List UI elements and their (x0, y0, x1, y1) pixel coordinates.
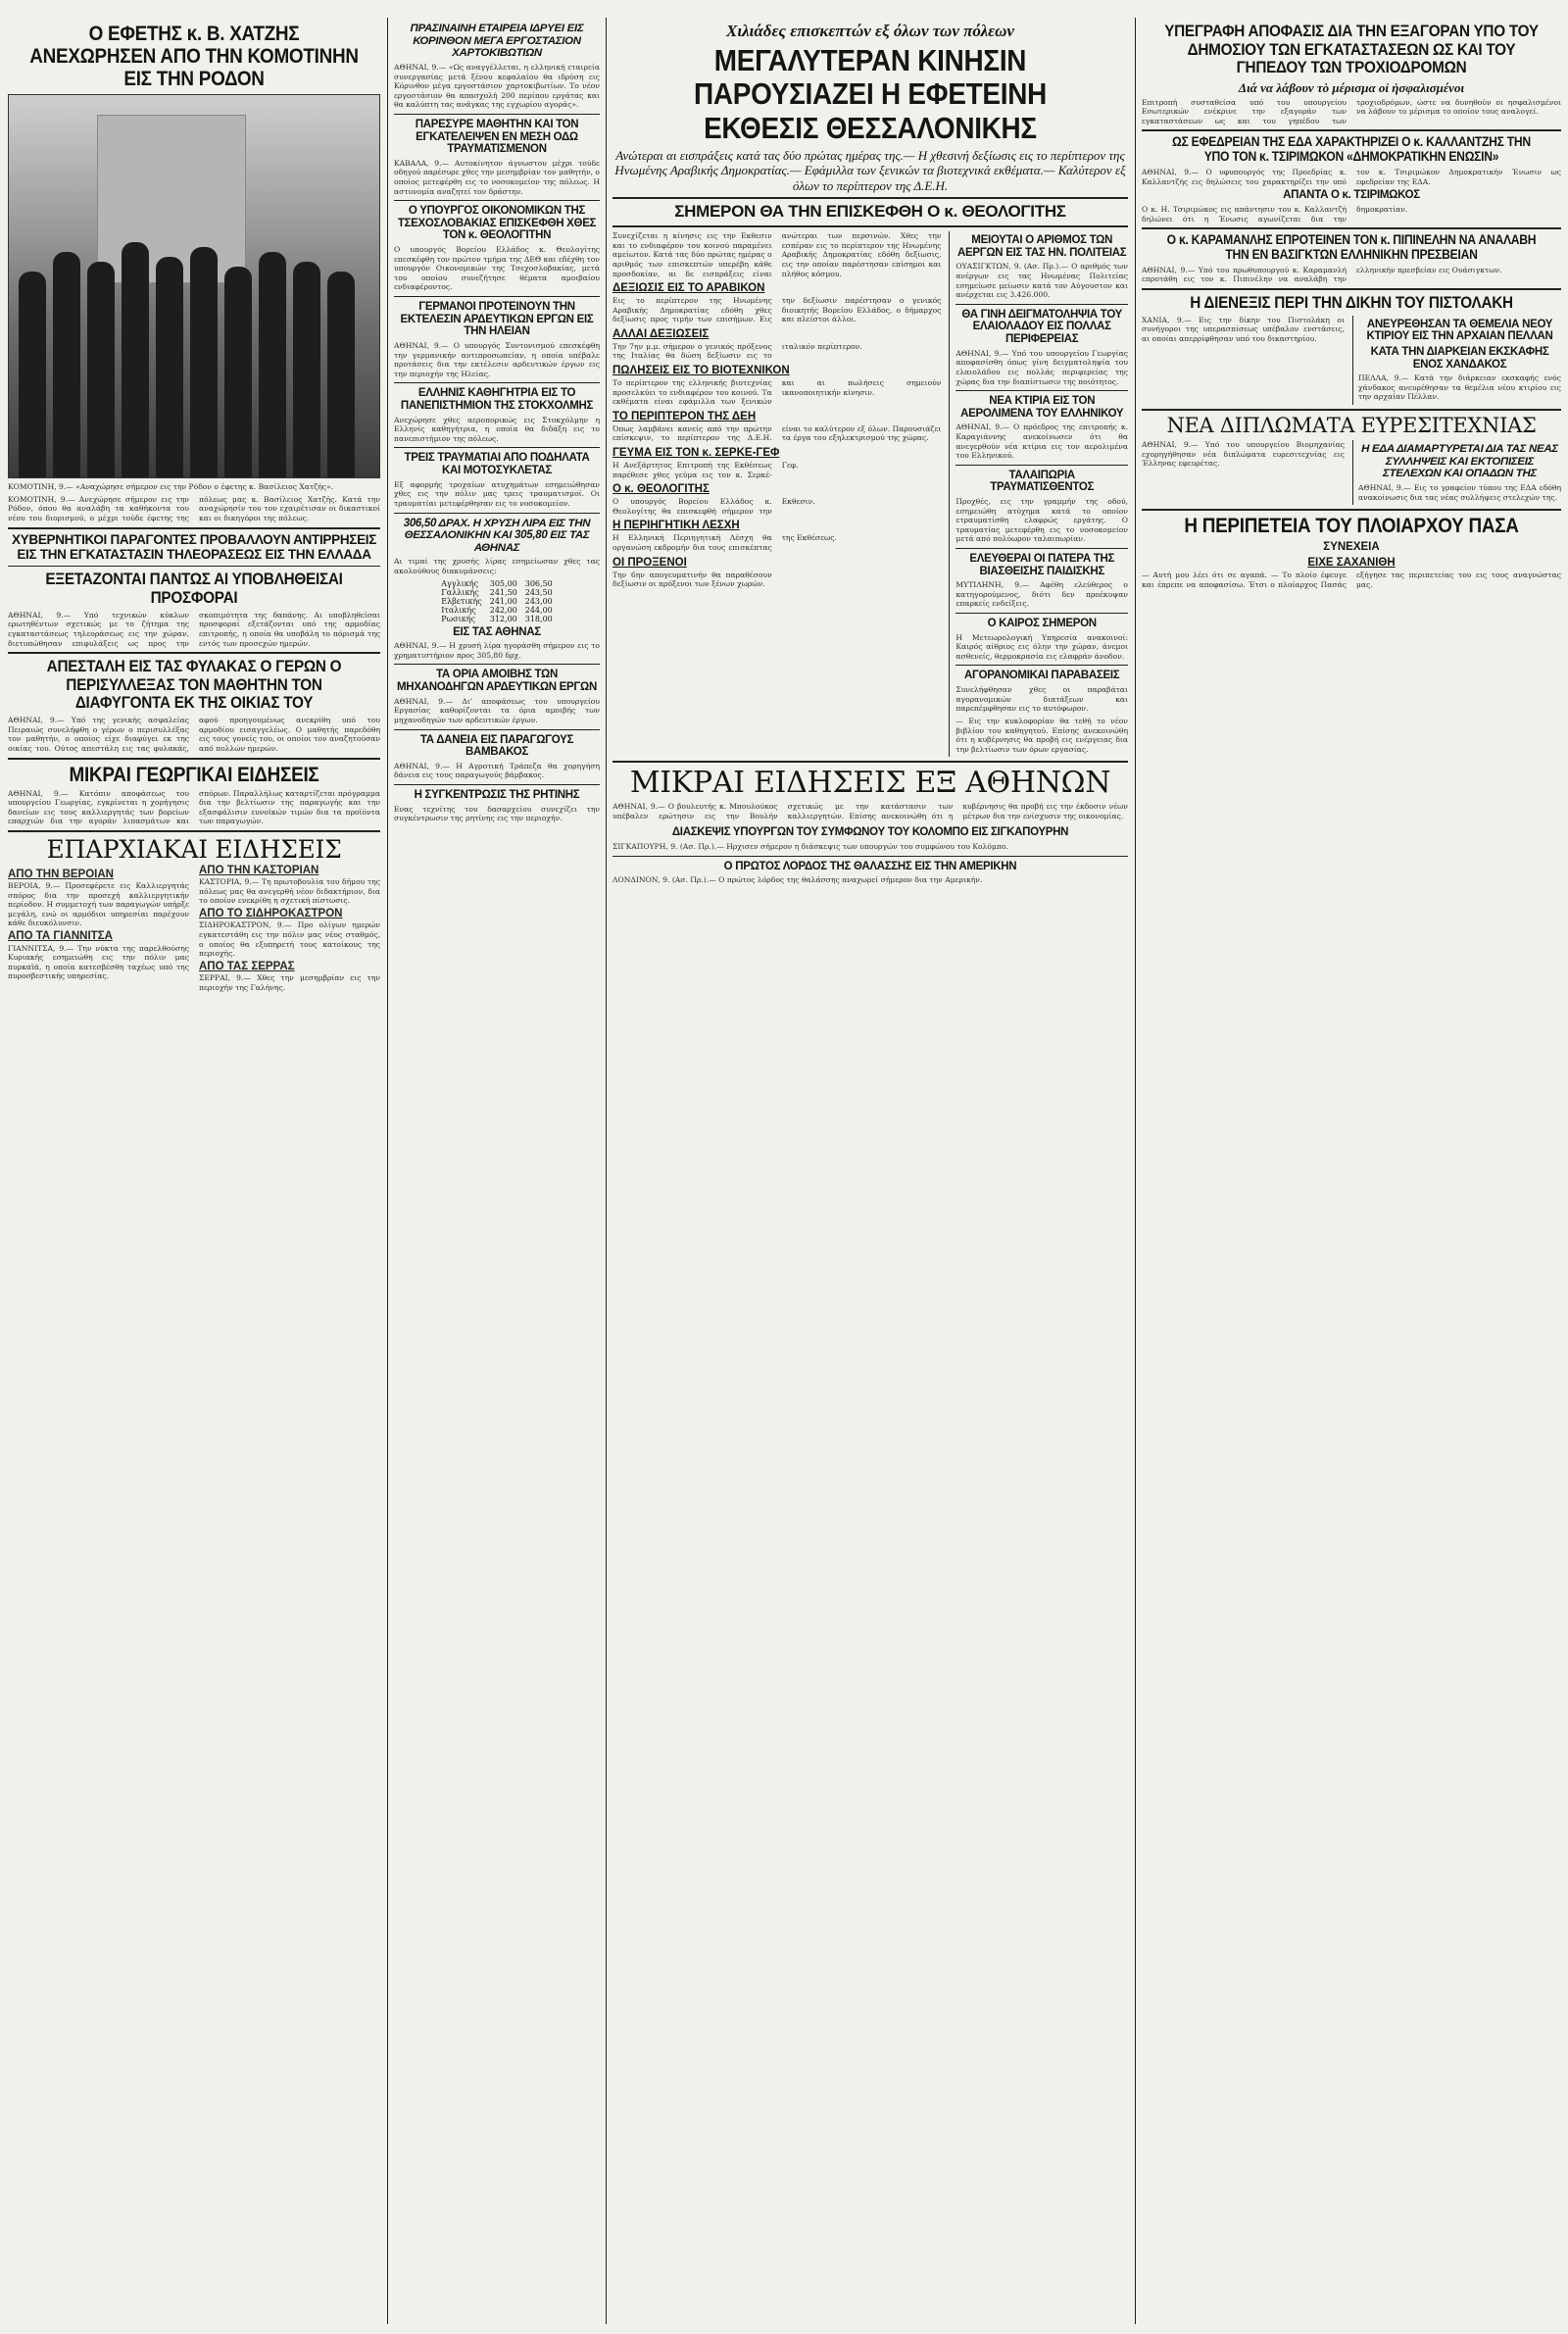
eda-box (1352, 440, 1561, 505)
article-athens-gold: ΑΘΗΝΑΙ, 9.— Η χρυσή λίρα ηγοράσθη σήμερον εις το χρηματιστήριον προς 305,80 δρχ. (394, 641, 600, 660)
article-agriculture: ΑΘΗΝΑΙ, 9.— Κατόπιν αποφάσεως του υπουργείου Γεωργίας, εγκρίνεται η χορήγησις δανείων εις τους καλλιεργητάς των βορείων επαρχιών δια την αγοράν λιπασμάτων και σπόρων. Παραλλήλως καταρτίζεται πρόγραμμα δια την βελτίωσιν της παραγωγής και την εξασφάλισιν ευνοϊκών τιμών δια τα προϊόντα των παραγωγών. (8, 788, 380, 826)
table-row: Ελβετικής 241,00 243,00 (441, 596, 553, 606)
headline-eda: Η ΕΔΑ ΔΙΑΜΑΡΤΥΡΕΤΑΙ ΔΙΑ ΤΑΣ ΝΕΑΣ ΣΥΛΛΗΨΕΙΣ ΚΑΙ ΕΚΤΟΠΙΣΕΙΣ ΣΤΕΛΕΧΩΝ ΚΑΙ ΟΠΑΔΩΝ ΤΗΣ (1361, 443, 1558, 480)
article-gold: Αι τιμαί της χρυσής λίρας εσημείωσαν χθες τας ακολούθους διακυμάνσεις: (394, 557, 600, 576)
headline-cotton-loans: ΤΑ ΔΑΝΕΙΑ ΕΙΣ ΠΑΡΑΓΩΓΟΥΣ ΒΑΜΒΑΚΟΣ (419, 733, 574, 759)
headline-airport: ΝΕΑ ΚΤΙΡΙΑ ΕΙΣ ΤΟΝ ΑΕΡΟΛΙΜΕΝΑ ΤΟΥ ΕΛΛΗΝΙΚΟΥ (960, 395, 1124, 420)
headline-olive-oil: ΘΑ ΓΙΝΗ ΔΕΙΓΜΑΤΟΛΗΨΙΑ ΤΟΥ ΕΛΑΙΟΛΑΔΟΥ ΕΙΣ ΠΟΛΛΑΣ ΠΕΡΙΦΕΡΕΙΑΣ (961, 308, 1123, 346)
athens-news-left (612, 823, 1128, 887)
article-pella: ΠΕΛΛΑ, 9.— Κατά την διάρκειαν εκσκαφής ενός χάνδακος ανευρέθησαν τα θεμέλια νέου κτιρίου εις την αρχαίαν Πέλλαν. (1358, 373, 1561, 402)
headline-hatzis: Ο ΕΦΕΤΗΣ κ. Β. ΧΑΤΖΗΣ ΑΝΕΧΩΡΗΣΕΝ ΑΠΟ ΤΗΝ ΚΟΜΟΤΙΝΗΝ ΕΙΣ ΤΗΝ ΡΟΔΟΝ (29, 23, 359, 91)
news-photo (8, 94, 380, 478)
section-dei: ΤΟ ΠΕΡΙΠΤΕΡΟΝ ΤΗΣ ΔΕΗ (612, 410, 757, 422)
article-tsirimokos: Ο κ. Η. Τσιριμώκος εις απάντησιν του κ. Καλλαντζή δηλώνει ότι η Ένωσις αγωνίζεται δια την δημοκρατίαν. (1142, 204, 1408, 223)
section-text: ΓΙΑΝΝΙΤΣΑ, 9.— Την νύκτα της παρελθούσης Κυριακής εσημειώθη εις την πόλιν μας πυρκαϊά, η οποία κατεσβέσθη ταχέως υπό της πυροσβεστικής υπηρεσίας. (8, 943, 189, 981)
gold-price-table (437, 579, 557, 623)
article-patents-wrap (1142, 440, 1345, 505)
column-5 (1142, 20, 1561, 2324)
headline-tsirimokos: ΑΠΑΝΤΑ Ο κ. ΤΣΙΡΙΜΩΚΟΣ (1283, 189, 1420, 202)
headline-gold: 306,50 ΔΡΑΧ. Η ΧΡΥΣΗ ΛΙΡΑ ΕΙΣ ΤΗΝ ΘΕΣΣΑΛΟΝΙΚΗΝ ΚΑΙ 305,80 ΕΙΣ ΤΑΣ ΑΘΗΝΑΣ (403, 517, 591, 554)
section-theologitis: Ο κ. ΘΕΟΛΟΓΙΤΗΣ (612, 483, 710, 496)
photo-caption: ΚΟΜΟΤΙΝΗ, 9.— «Αναχώρησε σήμερον εις την Ρόδον ο έφετης κ. Βασίλειος Χατζής». (8, 482, 334, 492)
article-misc: — Εις την κυκλοφορίαν θα τεθή το νέον βιβλίον του καθηγητού. Επίσης ανεκοινώθη ότι η κυβέρνησις θα προβή εις ενέργειας δια την βελτίωσιν των όρων εργασίας. (956, 716, 1128, 754)
main-story-area (612, 231, 1128, 757)
article-prisons: ΑΘΗΝΑΙ, 9.— Υπό της γενικής ασφαλείας Πειραιώς συνελήφθη ο γέρων ο περισυλλέξας τον μαθητήν, ο οποίος είχε διαφύγει εκ της οικίας του. Ούτος απεστάλη εις τας φυλακάς, αφού προηγουμένως ανεκρίθη υπό του αρμοδίου εισαγγελέως. Ο μαθητής παρεδόθη εις τους γονείς του, οι οποίοι τον αναζητούσαν από πολλών ημερών. (8, 716, 380, 753)
article-colombo: ΣΙΓΚΑΠΟΥΡΗ, 9. (Ασ. Πρ.).— Ηρχισεν σήμερον η διάσκεψις των υπουργών του συμφώνου του Κολόμπο. (612, 842, 1008, 852)
section-title: ΑΠΟ ΤΑΣ ΣΕΡΡΑΣ (199, 960, 295, 972)
patents-area (1142, 440, 1561, 505)
article-weather: Η Μετεωρολογική Υπηρεσία ανακοινοί: Καιρός αίθριος εις όλην την χώραν, άνεμοι ασθενείς, θερμοκρασία εις ελαφράν άνοδον. (956, 632, 1128, 661)
main-story-columns (612, 231, 941, 757)
headline-karamanlis: Ο κ. ΚΑΡΑΜΑΝΛΗΣ ΕΠΡΟΤΕΙΝΕΝ ΤΟΝ κ. ΠΙΠΙΝΕΛΗΝ ΝΑ ΑΝΑΛΑΒΗ ΤΗΝ ΕΝ ΒΑΣΙΓΚΤΩΝ ΕΛΛΗΝΙΚΗΝ ΠΡΕΣΒΕΙΑΝ (1166, 232, 1537, 262)
subhead-captain: ΣΥΝΕΧΕΙΑ (1323, 541, 1380, 554)
subhead-tramways: Διά να λάβουν τὸ μέρισμα οἱ ἠσφαλισμένοι (1238, 80, 1465, 96)
article-wages: ΑΘΗΝΑΙ, 9.— Δι' αποφάσεως του υπουργείου Εργασίας καθορίζονται τα όρια αμοιβής των μηχανοδηγών των αρδευτικών έργων. (394, 696, 600, 724)
column-rule (387, 18, 388, 2324)
article-cotton-loans: ΑΘΗΝΑΙ, 9.— Η Αγροτική Τράπεζα θα χορηγήση δάνεια εις τους παραγωγούς βάμβακος. (394, 761, 600, 780)
headline-czech-minister: Ο ΥΠΟΥΡΓΟΣ ΟΙΚΟΝΟΜΙΚΩΝ ΤΗΣ ΤΣΕΧΟΣΛΟΒΑΚΙΑΣ ΕΠΙΣΚΕΦΘΗ ΧΘΕΣ ΤΟΝ κ. ΘΕΟΛΟΓΙΤΗΝ (397, 205, 597, 242)
article-germans: ΑΘΗΝΑΙ, 9.— Ο υπουργός Συντονισμού επεσκέφθη την γερμανικήν αντιπροσωπείαν, η οποία υπέβαλε προτάσεις δια την εκτέλεσιν αρδευτικών έργων εις την περιοχήν της Ηλείας. (394, 341, 600, 378)
article-club: Η Ελληνική Περιηγητική Λέσχη θα οργανώση εκδρομήν δια τους επισκέπτας της Εκθέσεως. (612, 533, 837, 553)
table-row: Ιταλικής 242,00 244,00 (441, 605, 553, 615)
pella-box (1352, 316, 1561, 405)
section-consuls: ΟΙ ΠΡΟΞΕΝΟΙ (612, 556, 687, 569)
athens-news-bottom (612, 823, 1128, 887)
section-club: Η ΠΕΡΙΗΓΗΤΙΚΗ ΛΕΣΧΗ (612, 520, 740, 532)
section-receptions: ΑΛΛΑΙ ΔΕΞΙΩΣΕΙΣ (612, 327, 710, 340)
section-lunch: ΓΕΥΜΑ ΕΙΣ ΤΟΝ κ. ΣΕΡΚΕ-ΓΕΦ (612, 447, 780, 460)
article-sea-lord: ΛΟΝΔΙΝΟΝ, 9. (Ασ. Πρ.).— Ο πρώτος λόρδος της θαλάσσης αναχωρεί σήμερον δια την Αμερικήν. (612, 875, 983, 885)
article-athens-news: ΑΘΗΝΑΙ, 9.— Ο βουλευτής κ. Μπουλούκος υπέβαλεν ερώτησιν εις την Βουλήν σχετικώς με την κατάστασιν των καλλιεργητών. Επίσης ανεκοινώθη ότι η κυβέρνησις θα προβή εις την έκδοσιν νέων μέτρων δια την ενίσχυσιν της οικονομίας. (612, 802, 1128, 820)
headline-kallantzis: ΩΣ ΕΦΕΔΡΕΙΑΝ ΤΗΣ ΕΔΑ ΧΑΡΑΚΤΗΡΙΖΕΙ Ο κ. ΚΑΛΛΑΝΤΖΗΣ ΤΗΝ ΥΠΟ ΤΟΝ κ. ΤΣΙΡΙΜΩΚΟΝ «ΔΗΜΟΚΡΑΤΙΚΗΝ ΕΝΩΣΙΝ» (1172, 134, 1531, 165)
article-released: ΜΥΤΙΛΗΝΗ, 9.— Αφέθη ελεύθερος ο κατηγορούμενος, διότι δεν προέκυψαν επαρκείς ενδείξεις. (956, 580, 1128, 609)
section-text: ΚΑΣΤΟΡΙΑ, 9.— Τη πρωτοβουλία του δήμου της πόλεως μας θα ανεγερθή νέον διδακτήριον, δια το οποίον ενεκρίθη η σχετική πίστωσις. (199, 877, 380, 906)
column-rule (606, 18, 607, 2324)
section-title: ΑΠΟ ΤΗΝ ΚΑΣΤΟΡΙΑΝ (199, 864, 319, 876)
headline-unemployed: ΜΕΙΟΥΤΑΙ Ο ΑΡΙΘΜΟΣ ΤΩΝ ΑΕΡΓΩΝ ΕΙΣ ΤΑΣ ΗΝ. ΠΟΛΙΤΕΙΑΣ (957, 234, 1127, 259)
article-captain: — Αυτή μου λέει ότι σε αγαπά. — Το πλοίο έφευγε και έπρεπε να αποφασίσω. Έτσι ο πλοίαρχος Πασάς εξήγησε τας περιπετείας του εις τους αναγνώστας μας. (1142, 571, 1561, 589)
headline-weather: Ο ΚΑΙΡΟΣ ΣΗΜΕΡΟΝ (987, 618, 1097, 630)
article-television: ΑΘΗΝΑΙ, 9.— Υπό τεχνικών κύκλων ερωτηθέντων σχετικώς με το ζήτημα της εγκαταστάσεως τηλεοράσεως εις την χώραν, διετυπώθησαν επιφυλάξεις ως προς την σκοπιμότητα της δαπάνης. Αι υποβληθείσαι προσφοραί εξετάζονται υπό της αρμοδίας επιτροπής, η οποία θα υποβάλη το πόρισμά της εντός των προσεχών ημερών. (8, 610, 380, 648)
article-market-violations: Συνελήφθησαν χθες οι παραβάται αγορανομικών διατάξεων και παρεπέμφθησαν εις το αυτόφωρον. (956, 685, 1128, 714)
article-student: ΚΑΒΑΛΑ, 9.— Αυτοκίνητον άγνωστου μέχρι τούδε οδηγού παρέσυρε χθες την μεσημβρίαν τον μαθητήν, ο οποίος μετεφέρθη εις το νοσοκομείον της πόλεως. Η αστυνομία αναζητεί τον δράστην. (394, 158, 600, 196)
main-kicker: Χιλιάδες επισκεπτών εξ όλων των πόλεων (726, 22, 1014, 40)
section-captain: ΕΙΧΕ ΣΑΧΑΝΙΘΗ (1307, 557, 1396, 570)
headline-athens-gold: ΕΙΣ ΤΑΣ ΑΘΗΝΑΣ (453, 625, 541, 638)
headline-pella: ΑΝΕΥΡΕΘΗΣΑΝ ΤΑ ΘΕΜΕΛΙΑ ΝΕΟΥ ΚΤΙΡΙΟΥ ΕΙΣ ΤΗΝ ΑΡΧΑΙΑΝ ΠΕΛΛΑΝ (1366, 318, 1553, 343)
article-resin: Ενας τεχνίτης του δασαρχείου συνεχίζει την συγκέντρωσιν της ρητίνης εις την περιοχήν. (394, 804, 600, 823)
headline-resin: Η ΣΥΓΚΕΝΤΡΩΣΙΣ ΤΗΣ ΡΗΤΙΝΗΣ (414, 788, 580, 801)
table-row: Γαλλικής 241,50 243,50 (441, 587, 553, 597)
column-rule (1135, 18, 1136, 2324)
article-theologitis: Ο υπουργός Βορείου Ελλάδος κ. Θεολογίτης θα επισκεφθή σήμερον την Εκθεσιν. (612, 497, 815, 516)
headline-wages: ΤΑ ΟΡΙΑ ΑΜΟΙΒΗΣ ΤΩΝ ΜΗΧΑΝΟΔΗΓΩΝ ΑΡΔΕΥΤΙΚΩΝ ΕΡΓΩΝ (397, 669, 597, 694)
main-banner: ΣΗΜΕΡΟΝ ΘΑ ΤΗΝ ΕΠΙΣΚΕΦΘΗ Ο κ. ΘΕΟΛΟΓΙΤΗΣ (674, 202, 1066, 222)
article-airport: ΑΘΗΝΑΙ, 9.— Ο πρόεδρος της επιτροπής κ. Καραγιάννης ανεκοίνωσεν ότι θα ανεγερθούν νέα κτίρια εις τον αερολιμένα του Ελληνικού. (956, 422, 1128, 461)
headline-germans: ΓΕΡΜΑΝΟΙ ΠΡΟΤΕΙΝΟΥΝ ΤΗΝ ΕΚΤΕΛΕΣΙΝ ΑΡΔΕΥΤΙΚΩΝ ΕΡΓΩΝ ΕΙΣ ΤΗΝ ΗΛΕΙΑΝ (400, 301, 594, 338)
section-text: ΒΕΡΟΙΑ, 9.— Προσεφέρετε εις Καλλιεργητάς σπόρος δια την προσεχή καλλιεργητικήν περίοδον. Η συμμετοχή των παραγωγών υπήρξε μεγάλη, ενώ οι αρμόδιοι υπηρεσίαι παρέχουν κάθε διευκόλυνσιν. (8, 881, 189, 928)
article-factory: ΑΘΗΝΑΙ, 9.— «Ως αναγγέλλεται, η ελληνική εταιρεία συνεργασίας μετά ξένου κεφαλαίου θα ιδρύση εις Κόρινθον μέγα εργοστάσιον χαρτοκιβωτίων. Το νέον εργοστάσιον θα απασχολή 200 περίπου εργάτας και θα καλύπτη τας ανάγκας της εγχωρίου αγοράς». (394, 62, 600, 110)
article-tramways: Επιτροπή συσταθείσα υπό του υπουργείου Εσωτερικών ενέκρινε την εξαγοράν των εγκαταστάσεων ως και του γηπέδου των τροχιοδρόμων, ώστε να δυνηθούν οι ησφαλισμένοι να λάβουν το μέρισμα το οποίον τους αναλογεί. (1142, 97, 1561, 125)
headline-captain: Η ΠΕΡΙΠΕΤΕΙΑ ΤΟΥ ΠΛΟΙΑΡΧΟΥ ΠΑΣΑ (1184, 515, 1519, 538)
headline-provincial: ΕΠΑΡΧΙΑΚΑΙ ΕΙΔΗΣΕΙΣ (46, 835, 342, 864)
headline-student: ΠΑΡΕΣΥΡΕ ΜΑΘΗΤΗΝ ΚΑΙ ΤΟΝ ΕΓΚΑΤΕΛΕΙΨΕΝ ΕΝ ΜΕΣΗ ΟΔΩ ΤΡΑΥΜΑΤΙΣΜΕΝΟΝ (415, 118, 579, 156)
headline-professor: ΕΛΛΗΝΙΣ ΚΑΘΗΓΗΤΡΙΑ ΕΙΣ ΤΟ ΠΑΝΕΠΙΣΤΗΜΙΟΝ ΤΗΣ ΣΤΟΚΧΟΛΜΗΣ (400, 387, 594, 413)
table-row: Ρωσικής 312,00 318,00 (441, 614, 553, 623)
main-subhead: Ανώτεραι αι εισπράξεις κατά τας δύο πρώτας ημέρας της.— Η χθεσινή δεξίωσις εις το περίπτερον της Ηνωμένης Αραβικής Δημοκρατίας.— Εφάμιλλα των ξενικών τα βιοτεχνικά εκθέματα.— Καλύτερον εξ όλων το περίπτερον της Δ.Ε.Η. (614, 147, 1126, 193)
article-eda: ΑΘΗΝΑΙ, 9.— Εις το γραφείον τύπου της ΕΔΑ εδόθη ανακοίνωσις δια τας νέας συλλήψεις στελεχών της. (1358, 483, 1561, 502)
section-title: ΑΠΟ ΤΑ ΓΙΑΝΝΙΤΣΑ (8, 930, 113, 943)
article-pistolakis-wrap (1142, 316, 1345, 405)
column-4 (949, 231, 1128, 757)
article-olive-oil: ΑΘΗΝΑΙ, 9.— Υπό του υπουργείου Γεωργίας αποφασίσθη όπως γίνη δειγματοληψία του ελαιολάδου εις πολλάς περιφερείας της χώρας δια την διαπίστωσιν της ποιότητος. (956, 348, 1128, 386)
table-row: Αγγλικής 305,00 306,50 (441, 578, 553, 588)
headline-market-violations: ΑΓΟΡΑΝΟΜΙΚΑΙ ΠΑΡΑΒΑΣΕΙΣ (963, 670, 1120, 682)
article-czech-minister: Ο υπουργός Βορείου Ελλάδος κ. Θεολογίτης επεσκέφθη τον πρώτον τμήμα της ΔΕΘ και εδέχθη τον υπουργόν Οικονομικών της Τσεχοσλοβακίας, μετά του οποίου συνεζήτησε θέματα αμοιβαίου ενδιαφέροντος. (394, 245, 600, 292)
article-dei: Όπως λαμβάνει κανείς από την πρώτην επίσκεψιν, το περίπτερον της Δ.Ε.Η. είναι το καλύτερον εξ όλων. Παρουσιάζει τα έργα του εξηλεκτρισμού της χώρας. (612, 423, 942, 443)
section-title: ΑΠΟ ΤΗΝ ΒΕΡΟΙΑΝ (8, 868, 114, 880)
headline-injured: ΤΡΕΙΣ ΤΡΑΥΜΑΤΙΑΙ ΑΠΟ ΠΟΔΗΛΑΤΑ ΚΑΙ ΜΟΤΟΣΥΚΛΕΤΑΣ (404, 452, 590, 477)
headline-pistolakis: Η ΔΙΕΝΕΞΙΣ ΠΕΡΙ ΤΗΝ ΔΙΚΗΝ ΤΟΥ ΠΙΣΤΟΛΑΚΗ (1190, 293, 1513, 313)
headline-athens-news: ΜΙΚΡΑΙ ΕΙΔΗΣΕΙΣ ΕΞ ΑΘΗΝΩΝ (629, 766, 1111, 801)
headline-factory: ΠΡΑΣΙΝΑΙΝΗ ΕΤΑΙΡΕΙΑ ΙΔΡΥΕΙ ΕΙΣ ΚΟΡΙΝΘΟΝ ΜΕΓΑ ΕΡΓΟΣΤΑΣΙΟΝ ΧΑΡΤΟΚΙΒΩΤΙΩΝ (410, 23, 584, 60)
article-ordeal: Προχθές, εις την γραμμήν της οδού, εσημειώθη ατύχημα κατά το οποίον ετραυματίσθη ελαφρώς εργάτης. Ο τραυματίας μετεφέρθη εις το νοσοκομείον μετά από πολύωρον ταλαιπωρίαν. (956, 497, 1128, 544)
article-consuls: Την 6ην απογευματινήν θα παραθέσουν δεξίωσιν οι πρόξενοι των ξένων χωρών. (612, 570, 772, 589)
article-patents: ΑΘΗΝΑΙ, 9.— Υπό του υπουργείου Βιομηχανίας εχορηγήθησαν νέα διπλώματα ευρεσιτεχνίας εις Έλληνας εφευρέτας. (1142, 440, 1345, 469)
column-3 (612, 20, 1128, 2324)
headline-colombo: ΔΙΑΣΚΕΨΙΣ ΥΠΟΥΡΓΩΝ ΤΟΥ ΣΥΜΦΩΝΟΥ ΤΟΥ ΚΟΛΟΜΠΟ ΕΙΣ ΣΙΓΚΑΠΟΥΡΗΝ (671, 826, 1069, 839)
article-unemployed: ΟΥΑΣΙΓΚΤΩΝ, 9. (Ασ. Πρ.).— Ο αριθμός των ανέργων εις τας Ηνωμένας Πολιτείας εσημείωσε μείωσιν κατά τον Αύγουστον και ανέρχεται εις 3.426.000. (956, 262, 1128, 300)
article-injured: Εξ αφορμής τροχαίων ατυχημάτων εσημειώθησαν χθες εις την πόλιν μας τρεις τραυματισμοί. Οι τραυματίαι μετεφέρθησαν εις το νοσοκομείον. (394, 479, 600, 508)
article-lunch: Η Ανεξάρτητος Επιτροπή της Εκθέσεως παρέθεσε χθες γεύμα εις τον κ. Σερκέ-Γεφ. (612, 461, 799, 479)
provincial-sections (8, 864, 380, 993)
subhead-pella: ΚΑΤΑ ΤΗΝ ΔΙΑΡΚΕΙΑΝ ΕΚΣΚΑΦΗΣ ΕΝΟΣ ΧΑΝΔΑΚΟΣ (1370, 345, 1549, 371)
article-professor: Ανεχώρησε χθες αεροπορικώς εις Στοκχόλμην η Ελληνίς καθηγήτρια, η οποία θα διδάξη εις το πανεπιστήμιον της πόλεως. (394, 415, 600, 443)
main-headline: ΜΕΓΑΛΥΤΕΡΑΝ ΚΙΝΗΣΙΝ ΠΑΡΟΥΣΙΑΖΕΙ Η ΕΦΕΤΕΙΝΗ ΕΚΘΕΣΙΣ ΘΕΣΣΑΛΟΝΙΚΗΣ (693, 43, 1048, 145)
headline-sea-lord: Ο ΠΡΩΤΟΣ ΛΟΡΔΟΣ ΤΗΣ ΘΑΛΑΣΣΗΣ ΕΙΣ ΤΗΝ ΑΜΕΡΙΚΗΝ (723, 860, 1017, 872)
section-arab: ΔΕΞΙΩΣΙΣ ΕΙΣ ΤΟ ΑΡΑΒΙΚΟΝ (612, 282, 765, 295)
pistolakis-pella-area (1142, 316, 1561, 405)
section-text: ΣΙΔΗΡΟΚΑΣΤΡΟΝ, 9.— Προ ολίγων ημερών εγκατεστάθη εις την πόλιν μας νέος σταθμός, ο οποίος θα εξυπηρετή τους κατοίκους της περιοχής. (199, 920, 380, 959)
article-crafts: Το περίπτερον της ελληνικής βιοτεχνίας προσελκύει το ενδιαφέρον του κοινού. Τα εκθέματα είναι εφάμιλλα των ξενικών και αι πωλήσεις σημειούν ικανοποιητικήν κίνησιν. (612, 378, 942, 407)
subheadline-offers: ΕΞΕΤΑΖΟΝΤΑΙ ΠΑΝΤΩΣ ΑΙ ΥΠΟΒΛΗΘΕΙΣΑΙ ΠΡΟΣΦΟΡΑΙ (45, 570, 343, 608)
article-pistolakis: ΧΑΝΙΑ, 9.— Εις την δίκην του Πιστολάκη οι συνήγοροι της υπερασπίσεως υπέβαλον ενστάσεις, αι οποίαι απερρίφθησαν υπό του δικαστηρίου. (1142, 315, 1345, 343)
article-kallantzis: ΑΘΗΝΑΙ, 9.— Ο υφυπουργός της Προεδρίας κ. Καλλαντζής εις δηλώσεις του χαρακτηρίζει την υπό τον κ. Τσιριμώκον Δημοκρατικήν Ένωσιν ως εφεδρείαν της ΕΔΑ. (1142, 168, 1561, 186)
article-hatzis: ΚΟΜΟΤΙΝΗ, 9.— Ανεχώρησε σήμερον εις την Ρόδον, όπου θα αναλάβη τα καθήκοντα του νέου του διορισμού, ο μέχρι τούδε έφετης της πόλεως μας κ. Βασίλειος Χατζής. Κατά την αναχώρησίν του τον εχαιρέτισαν οι δικαστικοί και οι δικηγόροι της πόλεως. (8, 494, 380, 523)
headline-television: ΧΥΒΕΡΝΗΤΙΚΟΙ ΠΑΡΑΓΟΝΤΕΣ ΠΡΟΒΑΛΛΟΥΝ ΑΝΤΙΡΡΗΣΕΙΣ ΕΙΣ ΤΗΝ ΕΓΚΑΤΑΣΤΑΣΙΝ ΤΗΛΕΟΡΑΣΕΩΣ ΕΙΣ ΤΗΝ ΕΛΛΑΔΑ (11, 531, 377, 562)
article-arab: Εις το περίπτερον της Ηνωμένης Αραβικής Δημοκρατίας εδόθη χθες δεξίωσις προς τιμήν των επισήμων. Εις την δεξίωσιν παρέστησαν ο γενικός διοικητής Βορείου Ελλάδος, ο δήμαρχος και πλείστοι άλλοι. (612, 296, 942, 324)
headline-agriculture: ΜΙΚΡΑΙ ΓΕΩΡΓΙΚΑΙ ΕΙΔΗΣΕΙΣ (69, 763, 319, 786)
headline-prisons: ΑΠΕΣΤΑΛΗ ΕΙΣ ΤΑΣ ΦΥΛΑΚΑΣ Ο ΓΕΡΩΝ Ο ΠΕΡΙΣΥΛΛΕΞΑΣ ΤΟΝ ΜΑΘΗΤΗΝ ΤΟΝ ΔΙΑΦΥΓΟΝΤΑ ΕΚ ΤΗΣ ΟΙΚΙΑΣ ΤΟΥ (46, 657, 342, 713)
article-karamanlis: ΑΘΗΝΑΙ, 9.— Υπό του πρωθυπουργού κ. Καραμανλή επροτάθη εις τον κ. Πιπινέλην να αναλάβη την ελληνικήν πρεσβείαν εις Ουάσιγκτων. (1142, 265, 1502, 284)
main-article: Συνεχίζεται η κίνησις εις την Εκθεσιν και το ενδιαφέρον του κοινού παραμένει αμείωτον. Κατά τας δύο πρώτας ημέρας ο αριθμός των επισκεπτών υπερέβη κάθε προσδοκίαν, αι δε εισπράξεις είναι ανώτεραι των περσινών. Χθες την εσπέραν εις το περίπτερον της Ηνωμένης Αραβικής Δημοκρατίας εδόθη δεξίωσις, εις την οποίαν παρέστησαν επίσημοι και πλήθος κόσμου. (612, 231, 942, 278)
section-crafts: ΠΩΛΗΣΕΙΣ ΕΙΣ ΤΟ ΒΙΟΤΕΧΝΙΚΟΝ (612, 365, 790, 377)
section-text: ΣΕΡΡΑΙ, 9.— Χθες την μεσημβρίαν εις την περιοχήν της Γαλήνης. (199, 973, 380, 993)
column-2 (394, 20, 600, 2324)
headline-tramways: ΥΠΕΓΡΑΦΗ ΑΠΟΦΑΣΙΣ ΔΙΑ ΤΗΝ ΕΞΑΓΟΡΑΝ ΥΠΟ ΤΟΥ ΔΗΜΟΣΙΟΥ ΤΩΝ ΕΓΚΑΤΑΣΤΑΣΕΩΝ ΩΣ ΚΑΙ ΤΟΥ ΓΗΠΕΔΟΥ ΤΩΝ ΤΡΟΧΙΟΔΡΟΜΩΝ (1164, 22, 1539, 77)
column-1 (8, 20, 380, 2324)
article-receptions: Την 7ην μ.μ. σήμερον ο γενικός πρόξενος της Ιταλίας θα δώση δεξίωσιν εις το ιταλικόν περίπτερον. (612, 341, 862, 361)
headline-ordeal: ΤΑΛΑΙΠΩΡΙΑ ΤΡΑΥΜΑΤΙΣΘΕΝΤΟΣ (990, 469, 1095, 494)
section-title: ΑΠΟ ΤΟ ΣΙΔΗΡΟΚΑΣΤΡΟΝ (199, 907, 343, 919)
headline-patents: ΝΕΑ ΔΙΠΛΩΜΑΤΑ ΕΥΡΕΣΙΤΕΧΝΙΑΣ (1166, 414, 1537, 438)
headline-released: ΕΛΕΥΘΕΡΑΙ ΟΙ ΠΑΤΕΡΑ ΤΗΣ ΒΙΑΣΘΕΙΣΗΣ ΠΑΙΔΙΣΚΗΣ (969, 553, 1115, 577)
